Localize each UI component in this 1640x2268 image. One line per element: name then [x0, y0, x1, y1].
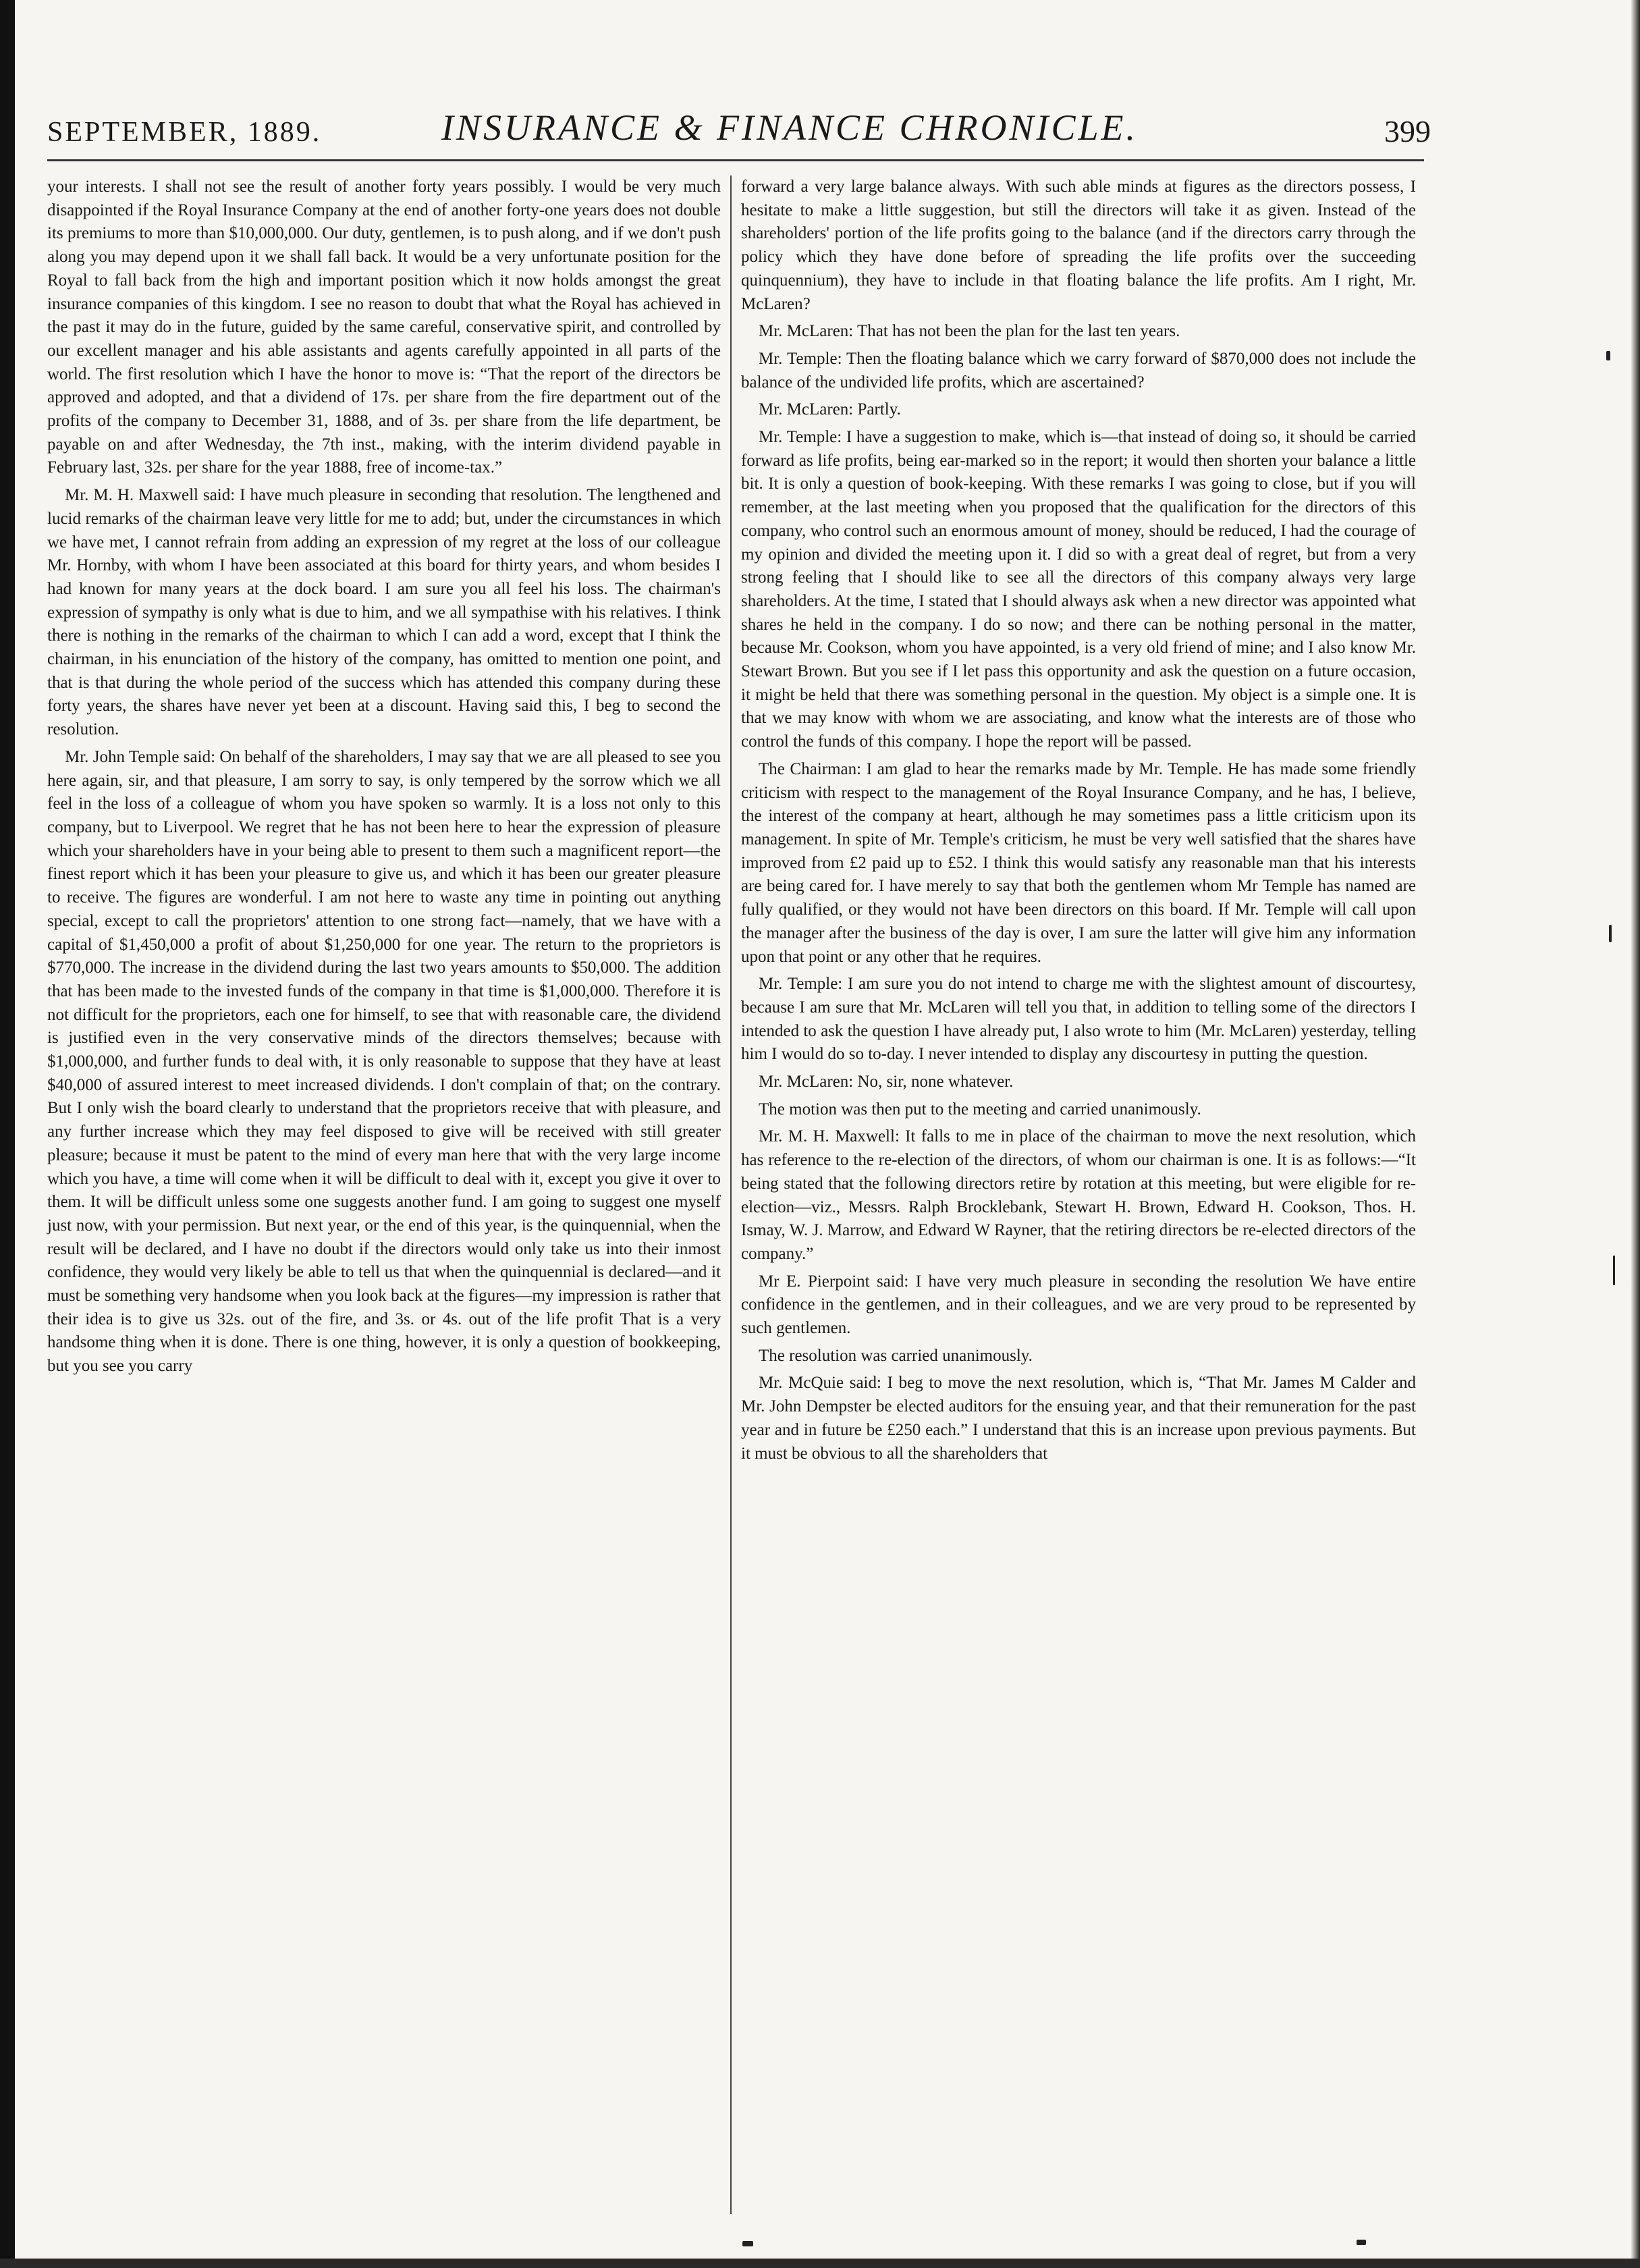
paragraph-mclaren-plan: Mr. McLaren: That has not been the plan for the last ten years. [759, 322, 1180, 341]
running-head [47, 107, 1431, 154]
scan-speck [1606, 351, 1610, 360]
paragraph-motion-carried: The motion was then put to the meeting and carried unanimously. [759, 1100, 1201, 1118]
paragraph-maxwell-seconding: Mr. M. H. Maxwell said: I have much pleasure in seconding that resolution. The lengthened and lucid remarks of the chairman leave very little for me to add; but, under the circumstances in which we have met, I cannot refrain from adding an expression of my regret at the loss of our colleague Mr. Hornby, with whom I have been associated at this board for thirty years, and whom besides I had known for many years at the dock board. I am sure you all feel his loss. The chairman's expression of sympathy is only what is due to him, and we all sympathise with his relatives. I think there is nothing in the remarks of the chairman to which I can add a word, except that I think the chairman, in his enunciation of the history of the company, has omitted to mention one point, and that is that during the whole period of the success which has attended this company during these forty years, the shares have never yet been at a discount. Having said this, I beg to second the resolution. [47, 486, 721, 739]
paragraph-chairman-resolution: your interests. I shall not see the result of another forty years possibly. I would be very much disappointed if the Royal Insurance Company at the end of another forty-one years does not double its premiums to more than $10,000,000. Our duty, gentlemen, is to push along, and if we don't push along you may depend upon it we shall fall back. It would be a very unfortunate position for the Royal to fall back from the high and important position which it now holds amongst the great insurance companies of this kingdom. I see no reason to doubt that what the Royal has achieved in the past it may do in the future, guided by the same careful, conservative spirit, and controlled by our excellent manager and his able assistants and agents carefully appointed in all parts of the world. The first resolution which I have the honor to move is: “That the report of the directors be approved and adopted, and that a dividend of 17s. per share from the fire department out of the profits of the company to December 31, 1888, and of 3s. per share from the life department, be payable on and after Wednesday, the 7th inst., making, with the interim dividend payable in February last, 32s. per share for the year 1888, free of income-tax.” [47, 178, 721, 477]
paragraph-temple-continued: forward a very large balance always. With such able minds at figures as the directors possess, I hesitate to make a little suggestion, but still the directors will take it as given. Instead of the shareholders' portion of the life profits going to the balance (and if the directors carry through the policy which they have done before of spreading the life profits over the succeeding quinquennium), they have to include in that floating balance the life profits. Am I right, Mr. McLaren? [741, 178, 1416, 313]
paragraph-maxwell-reelection: Mr. M. H. Maxwell: It falls to me in place of the chairman to move the next resolution, which has reference to the re-election of the directors, of whom our chairman is one. It is as follows:—“It being stated that the following directors retire by rotation at this meeting, but were eligible for re-election—viz., Messrs. Ralph Brocklebank, Stewart H. Brown, Edward H. Cookson, Thos. H. Ismay, W. J. Marrow, and Edward W Rayner, that the retiring directors be re-elected directors of the company.” [741, 1127, 1416, 1263]
paragraph-resolution-carried: The resolution was carried unanimously. [759, 1346, 1033, 1365]
paragraph-temple-remarks: Mr. John Temple said: On behalf of the shareholders, I may say that we are all pleased to see you here again, sir, and that pleasure, I am sorry to say, is only tempered by the sorrow which we all feel in the loss of a colleague of whom you have spoken so warmly. It is a loss not only to this company, but to Liverpool. We regret that he has not been here to hear the expression of pleasure which your shareholders have in your being able to present to them such a magnificent report—the finest report which it has been your pleasure to give us, and which it has been our greater pleasure to receive. The figures are wonderful. I am not here to waste any time in pointing out anything special, except to call the proprietors' attention to one strong fact—namely, that we have with a capital of $1,450,000 a profit of about $1,250,000 for one year. The return to the proprietors is $770,000. The increase in the dividend during the last two years amounts to $50,000. The addition that has been made to the invested funds of the company in that time is $1,000,000. Therefore it is not difficult for the proprietors, each one for himself, to see that with reasonable care, the dividend is justified even in the very conservative minds of the directors themselves; because with $1,000,000, and further funds to deal with, it is only reasonable to suppose that they have at least $40,000 of assured interest to meet increased dividends. I don't complain of that; on the contrary. But I only wish the board clearly to understand that the proprietors receive that with pleasure, and any further increase which they may feel disposed to give will be received with still greater pleasure; because it must be patent to the mind of every man here that with the very large income which you have, a time will come when it will be difficult to deal with it, except you give it over to them. It will be difficult unless some one suggests another fund. I am going to suggest one myself just now, with your permission. But next year, or the end of this year, is the quinquennial, when the result will be declared, and I have no doubt if the directors would only take us into their inmost confidence, they would very likely be able to tell us that when the quinquennial is declared—and it must be something very handsome when you look back at the figures—my impression is rather that their idea is to give us 32s. out of the fire, and 3s. or 4s. out of the life profit That is a very handsome thing when it is done. There is one thing, however, it is only a question of bookkeeping, but you see you carry [47, 747, 721, 1376]
publication-title: INSURANCE & FINANCE CHRONICLE. [441, 107, 1138, 148]
issue-date: SEPTEMBER, 1889. [47, 117, 322, 148]
scan-border-left [0, 0, 15, 2268]
paragraph-mclaren-partly: Mr. McLaren: Partly. [759, 400, 901, 419]
scan-speck [1357, 2240, 1366, 2245]
right-column [741, 176, 1416, 1469]
scan-speck [742, 2241, 753, 2246]
paragraph-pierpoint-seconding: Mr E. Pierpoint said: I have very much pleasure in seconding the resolution We have entire confidence in the gentlemen, and in their colleagues, and we are very proud to be represented by such gentlemen. [741, 1272, 1416, 1338]
scan-border-right [1631, 0, 1640, 2268]
paragraph-temple-suggestion: Mr. Temple: I have a suggestion to make, which is—that instead of doing so, it should be carried forward as life profits, being ear-marked so in the report; it would then shorten your balance a little bit. It is only a question of book-keeping. With these remarks I was going to close, but if you will remember, at the last meeting when you proposed that the qualification for the directors of this company, who control such an enormous amount of money, should be reduced, I had the courage of my opinion and divided the meeting upon it. I did so with a great deal of regret, but from a very strong feeling that I should like to see all the directors of this company always very large shareholders. At the time, I stated that I should always ask when a new director was appointed what shares he held in the company. I do so now; and there can be nothing personal in the matter, because Mr. Cookson, whom you have appointed, is a very old friend of mine; and I also know Mr. Stewart Brown. But you see if I let pass this opportunity and ask the question on a future occasion, it might be held that there was something personal in the question. My object is a simple one. It is that we may know with whom we are associating, and know what the interests are of those who control the funds of this company. I hope the report will be passed. [741, 428, 1416, 751]
page-number: 399 [1384, 114, 1431, 148]
paragraph-mclaren-none: Mr. McLaren: No, sir, none whatever. [759, 1073, 1014, 1091]
column-divider [730, 176, 732, 2214]
header-rule [47, 159, 1424, 161]
scan-speck [1613, 1256, 1615, 1285]
scan-speck [1609, 925, 1612, 942]
left-column [47, 176, 721, 1382]
paragraph-chairman-reply: The Chairman: I am glad to hear the remarks made by Mr. Temple. He has made some friendly criticism with respect to the management of the Royal Insurance Company, and he has, I believe, the interest of the company at heart, although he may sometimes pass a little criticism upon its management. In spite of Mr. Temple's criticism, he must be very well satisfied that the shares have improved from £2 paid up to £52. I think this would satisfy any reasonable man that his interests are being cared for. I have merely to say that both the gentlemen whom Mr Temple has named are fully qualified, or they would not have been directors on this board. If Mr. Temple will call upon the manager after the business of the day is over, I am sure the latter will give him any information upon that point or any other that he requires. [741, 759, 1416, 966]
paragraph-temple-floating-balance: Mr. Temple: Then the floating balance which we carry forward of $870,000 does not include the balance of the undivided life profits, which are ascertained? [741, 349, 1416, 392]
paragraph-mcquie-auditors: Mr. McQuie said: I beg to move the next resolution, which is, “That Mr. James M Calder and Mr. John Dempster be elected auditors for the ensuing year, and that their remuneration for the past year and in future be £250 each.” I understand that this is an increase upon previous payments. But it must be obvious to all the shareholders that [741, 1374, 1416, 1463]
paragraph-temple-discourtesy: Mr. Temple: I am sure you do not intend to charge me with the slightest amount of discourtesy, because I am sure that Mr. McLaren will tell you that, in addition to telling some of the directors I intended to ask the question I have already put, I also wrote to him (Mr. McLaren) yesterday, telling him I would do so to-day. I never intended to display any discourtesy in putting the question. [741, 975, 1416, 1064]
scan-border-bottom [0, 2259, 1640, 2268]
